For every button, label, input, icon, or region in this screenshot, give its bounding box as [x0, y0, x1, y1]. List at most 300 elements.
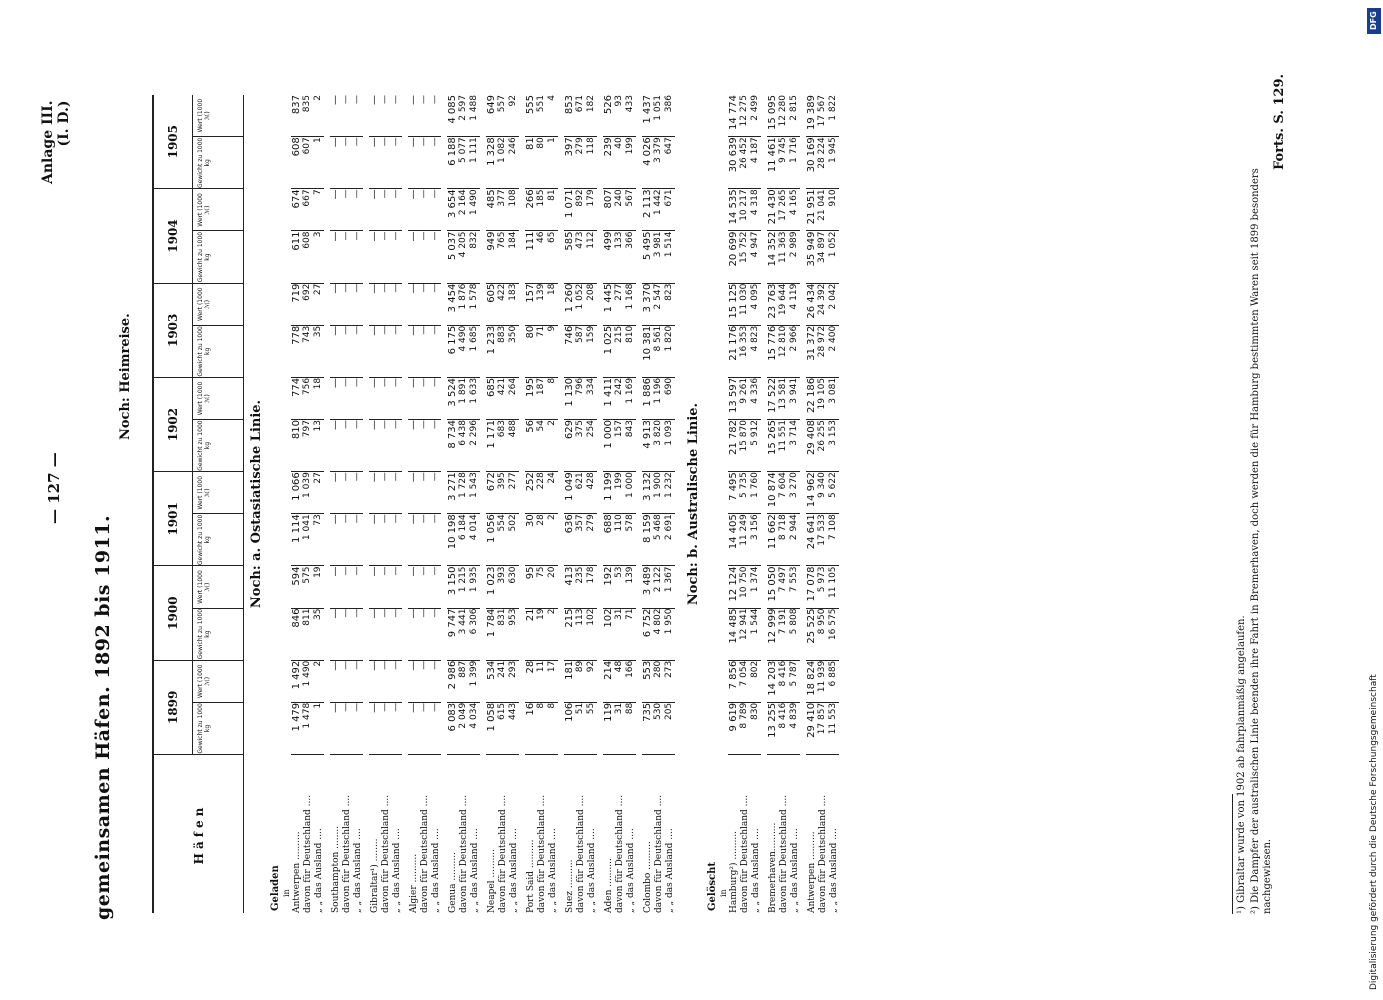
table-cell: 8 789	[739, 702, 750, 754]
table-cell: 95	[525, 566, 536, 608]
table-cell: —	[430, 283, 441, 325]
table-cell: 242	[614, 377, 625, 419]
table-cell: 159	[586, 325, 597, 377]
table-cell: 3 081	[828, 377, 839, 419]
table-cell: 51	[575, 702, 586, 754]
table-cell: 953	[508, 608, 519, 660]
row-label: Colombo ..........	[642, 841, 653, 913]
table-cell: 1 479	[291, 702, 302, 754]
table-cell: 254	[586, 420, 597, 472]
table-cell: 6 306	[469, 608, 480, 660]
table-cell: 1 232	[664, 472, 675, 514]
table-cell: —	[369, 660, 380, 702]
table-cell: —	[380, 660, 391, 702]
section-subtitle: Noch: Heimreise.	[118, 313, 133, 440]
table-cell: 910	[828, 189, 839, 231]
table-cell: 1 876	[458, 283, 469, 325]
page-heading: gemeinsamen Häfen. 1892 bis 1911.	[92, 514, 114, 920]
table-row	[458, 95, 469, 913]
weight-column-header: Gewicht zu 1000 kg	[193, 137, 244, 189]
table-cell: —	[408, 137, 419, 189]
table-row	[430, 95, 441, 913]
table-cell: 1 023	[486, 566, 497, 608]
table-row	[447, 95, 458, 913]
table-cell: —	[430, 660, 441, 702]
table-cell: 621	[575, 472, 586, 514]
table-cell: 199	[625, 137, 636, 189]
table-cell: 17 857	[817, 702, 828, 754]
table-cell: —	[352, 283, 363, 325]
value-column-header: Wert (1000 ℳ)	[193, 472, 244, 514]
row-label: Gibraltar¹) ........	[369, 838, 380, 913]
table-cell: 15 870	[739, 420, 750, 472]
table-cell: 2 113	[642, 189, 653, 231]
table-cell: 71	[625, 608, 636, 660]
table-cell: 671	[575, 95, 586, 137]
row-label: Aden ..........	[603, 858, 614, 913]
table-cell: 4 095	[750, 283, 761, 325]
table-cell: 473	[575, 231, 586, 283]
table-cell: —	[341, 95, 352, 137]
table-cell: 1 130	[564, 377, 575, 419]
table-cell: 13 255	[767, 702, 778, 754]
table-cell: 4 913	[642, 420, 653, 472]
table-cell: 3 941	[789, 377, 800, 419]
table-cell: —	[380, 514, 391, 566]
table-row	[525, 95, 536, 913]
table-cell: 20 699	[728, 231, 739, 283]
table-cell: 843	[625, 420, 636, 472]
table-row	[653, 95, 664, 913]
table-cell: 1 000	[603, 420, 614, 472]
table-cell: 280	[653, 660, 664, 702]
table-cell: 195	[525, 377, 536, 419]
table-cell: 1 728	[458, 472, 469, 514]
table-cell: 2 944	[789, 514, 800, 566]
row-label: „ „ das Ausland ....	[391, 828, 402, 913]
table-cell: 647	[664, 137, 675, 189]
table-cell: 1 049	[564, 472, 575, 514]
table-cell: 557	[497, 95, 508, 137]
table-cell: 2 966	[789, 325, 800, 377]
table-cell: 208	[586, 283, 597, 325]
table-cell: 92	[586, 660, 597, 702]
table-cell: —	[391, 514, 402, 566]
table-cell: 277	[614, 283, 625, 325]
table-cell: 35	[313, 608, 324, 660]
table-cell: —	[341, 231, 352, 283]
table-cell: 28	[525, 660, 536, 702]
table-cell: 1 478	[302, 702, 313, 754]
table-cell: 14 485	[728, 608, 739, 660]
group-sub-label: in	[719, 889, 728, 897]
table-cell: 377	[497, 189, 508, 231]
row-label: davon für Deutschland ....	[739, 794, 750, 913]
table-cell: 6 885	[828, 660, 839, 702]
table-cell: 12 941	[739, 608, 750, 660]
value-column-header: Wert (1000 ℳ)	[193, 377, 244, 419]
table-cell: —	[341, 514, 352, 566]
table-row	[469, 95, 480, 913]
table-cell: —	[419, 472, 430, 514]
table-row	[341, 95, 352, 913]
table-cell: —	[369, 514, 380, 566]
table-cell: —	[408, 189, 419, 231]
table-cell: 1 066	[291, 472, 302, 514]
table-cell: 235	[575, 566, 586, 608]
year-header: 1904	[153, 189, 193, 283]
table-cell: 80	[536, 137, 547, 189]
table-cell: 4 165	[789, 189, 800, 231]
table-cell: —	[341, 566, 352, 608]
table-cell: 8 734	[447, 420, 458, 472]
table-cell: 1 367	[664, 566, 675, 608]
table-cell: 1 445	[603, 283, 614, 325]
table-cell: 11 553	[828, 702, 839, 754]
table-cell: 27	[313, 283, 324, 325]
table-cell: 807	[603, 189, 614, 231]
table-cell: —	[380, 472, 391, 514]
table-cell: 7 497	[778, 566, 789, 608]
table-cell: 102	[586, 608, 597, 660]
table-cell: —	[430, 608, 441, 660]
table-cell: 119	[603, 702, 614, 754]
table-cell: —	[380, 189, 391, 231]
table-cell: 1 000	[625, 472, 636, 514]
section-title-row-cell: Noch: b. Australische Linie.	[685, 402, 701, 606]
table-cell: 1 578	[469, 283, 480, 325]
table-cell: 6 175	[447, 325, 458, 377]
table-cell: —	[352, 137, 363, 189]
row-label: Hamburg²) ..........	[728, 831, 739, 913]
table-cell: 485	[486, 189, 497, 231]
table-cell: —	[352, 231, 363, 283]
table-cell: —	[419, 231, 430, 283]
table-cell: —	[341, 608, 352, 660]
table-cell: —	[352, 702, 363, 754]
table-cell: 23 763	[767, 283, 778, 325]
table-cell: 1 886	[642, 377, 653, 419]
table-cell: 1 514	[664, 231, 675, 283]
value-column-header: Wert (1000 ℳ)	[193, 283, 244, 325]
table-cell: 1 052	[828, 231, 839, 283]
table-cell: —	[341, 137, 352, 189]
dfg-credit: Digitalisierung gefördert durch die Deutsche Forschungsgemeinschaft	[1369, 674, 1379, 990]
table-cell: 578	[625, 514, 636, 566]
table-cell: 3 820	[653, 420, 664, 472]
table-cell: 240	[614, 189, 625, 231]
table-cell: 685	[486, 377, 497, 419]
table-cell: 615	[497, 702, 508, 754]
table-cell: 607	[302, 137, 313, 189]
table-cell: 555	[525, 95, 536, 137]
table-cell: 1 328	[486, 137, 497, 189]
table-cell: 113	[575, 608, 586, 660]
table-cell: 215	[614, 325, 625, 377]
table-cell: 611	[291, 231, 302, 283]
table-cell: —	[430, 514, 441, 566]
table-cell: 15 125	[728, 283, 739, 325]
table-cell: 551	[536, 95, 547, 137]
table-cell: 1 052	[575, 283, 586, 325]
table-cell: 683	[497, 420, 508, 472]
table-cell: —	[341, 283, 352, 325]
table-cell: 8 718	[778, 514, 789, 566]
table-cell: 1 950	[664, 608, 675, 660]
table-cell: 2 400	[828, 325, 839, 377]
year-header: 1902	[153, 377, 193, 471]
table-cell: —	[391, 283, 402, 325]
table-cell: —	[352, 325, 363, 377]
table-cell: 16 575	[828, 608, 839, 660]
table-row	[586, 95, 597, 913]
year-header: 1899	[153, 660, 193, 754]
table-cell: 53	[614, 566, 625, 608]
row-label: „ „ das Ausland ....	[469, 828, 480, 913]
table-cell: 853	[564, 95, 575, 137]
table-cell: 3 370	[642, 283, 653, 325]
table-row	[603, 95, 614, 913]
table-cell: 9 340	[817, 472, 828, 514]
table-cell: 667	[302, 189, 313, 231]
table-cell: —	[408, 660, 419, 702]
table-cell: 3 379	[653, 137, 664, 189]
table-cell: 246	[508, 137, 519, 189]
table-cell: 14 962	[806, 472, 817, 514]
table-cell: 30	[525, 514, 536, 566]
port-header: Häfen	[153, 755, 244, 914]
table-cell: 112	[586, 231, 597, 283]
table-cell: 7 108	[828, 514, 839, 566]
table-cell: 1 544	[750, 608, 761, 660]
group-sub-label: in	[282, 889, 291, 897]
table-cell: 2 989	[789, 231, 800, 283]
table-cell: 3 132	[642, 472, 653, 514]
row-label: Suez ..........	[564, 859, 575, 913]
table-cell: 24	[547, 472, 558, 514]
table-cell: 1 945	[828, 137, 839, 189]
table-cell: 7 553	[789, 566, 800, 608]
group-label-row	[705, 95, 719, 913]
table-cell: 6 752	[642, 608, 653, 660]
table-cell: 422	[497, 283, 508, 325]
table-row	[508, 95, 519, 913]
table-cell: 157	[525, 283, 536, 325]
table-cell: 1 093	[664, 420, 675, 472]
table-cell: 12 124	[728, 566, 739, 608]
table-cell: 672	[486, 472, 497, 514]
table-cell: 831	[497, 608, 508, 660]
weight-column-header: Gewicht zu 1000 kg	[193, 231, 244, 283]
table-cell: 587	[575, 325, 586, 377]
table-cell: —	[341, 189, 352, 231]
table-cell: 89	[575, 660, 586, 702]
table-cell: 71	[536, 325, 547, 377]
table-cell: —	[430, 377, 441, 419]
table-cell: 18 824	[806, 660, 817, 702]
table-cell: 530	[653, 702, 664, 754]
table-cell: 21 041	[817, 189, 828, 231]
table-cell: 674	[291, 189, 302, 231]
table-cell: 810	[291, 420, 302, 472]
table-cell: 9	[547, 325, 558, 377]
table-cell: —	[380, 325, 391, 377]
table-cell: —	[430, 189, 441, 231]
table-cell: 19 389	[806, 95, 817, 137]
table-cell: 102	[603, 608, 614, 660]
table-cell: 5 735	[739, 472, 750, 514]
table-cell: 2 597	[458, 95, 469, 137]
table-cell: 11 105	[828, 566, 839, 608]
table-cell: 24 641	[806, 514, 817, 566]
spacer-row-cell	[839, 95, 845, 913]
table-cell: 252	[525, 472, 536, 514]
table-cell: 48	[614, 660, 625, 702]
table-row	[547, 95, 558, 913]
row-label: davon für Deutschland ....	[419, 794, 430, 913]
table-cell: 182	[586, 95, 597, 137]
table-cell: 166	[625, 660, 636, 702]
table-cell: 1 399	[469, 660, 480, 702]
row-label: „ „ das Ausland ....	[625, 828, 636, 913]
table-cell: 199	[614, 472, 625, 514]
table-cell: 11 939	[817, 660, 828, 702]
table-cell: 12 999	[767, 608, 778, 660]
table-cell: 892	[575, 189, 586, 231]
table-cell: 4 318	[750, 189, 761, 231]
table-cell: 1	[313, 702, 324, 754]
table-cell: 594	[291, 566, 302, 608]
table-cell: 413	[564, 566, 575, 608]
table-cell: —	[430, 566, 441, 608]
table-cell: 7 054	[739, 660, 750, 702]
table-cell: 6 184	[458, 514, 469, 566]
table-cell: —	[408, 377, 419, 419]
table-cell: 14 405	[728, 514, 739, 566]
table-cell: 21 430	[767, 189, 778, 231]
table-cell: —	[419, 566, 430, 608]
table-cell: —	[408, 283, 419, 325]
row-label: „ „ das Ausland ....	[430, 828, 441, 913]
table-cell: 10 198	[447, 514, 458, 566]
section-title-row	[244, 95, 269, 913]
table-cell: 1	[313, 137, 324, 189]
spacer-row	[839, 95, 845, 913]
table-cell: 28 224	[817, 137, 828, 189]
table-cell: 27	[313, 472, 324, 514]
table-cell: 18	[313, 377, 324, 419]
row-label: davon für Deutschland ....	[458, 794, 469, 913]
section-title-row	[681, 95, 705, 913]
table-cell: 690	[664, 377, 675, 419]
table-cell: 778	[291, 325, 302, 377]
table-cell: 837	[291, 95, 302, 137]
table-cell: 719	[291, 283, 302, 325]
table-cell: 4 839	[789, 702, 800, 754]
table-cell: 10 874	[767, 472, 778, 514]
table-cell: 7 604	[778, 472, 789, 514]
table-cell: 21 782	[728, 420, 739, 472]
table-cell: —	[341, 472, 352, 514]
table-cell: 4 187	[750, 137, 761, 189]
table-cell: 31	[614, 608, 625, 660]
table-cell: 2 049	[458, 702, 469, 754]
table-cell: 11 551	[778, 420, 789, 472]
table-cell: 608	[302, 231, 313, 283]
row-label: davon für Deutschland ....	[653, 794, 664, 913]
year-header: 1903	[153, 283, 193, 377]
table-cell: 75	[536, 566, 547, 608]
row-label: Neapel ..........	[486, 848, 497, 913]
table-cell: 553	[642, 660, 653, 702]
table-cell: 20	[547, 566, 558, 608]
table-cell: 830	[750, 702, 761, 754]
table-cell: 14 774	[728, 95, 739, 137]
weight-column-header: Gewicht zu 1000 kg	[193, 702, 244, 754]
table-cell: —	[430, 137, 441, 189]
table-cell: 1 543	[469, 472, 480, 514]
table-cell: —	[380, 566, 391, 608]
table-cell: 832	[469, 231, 480, 283]
table-cell: 811	[302, 608, 313, 660]
table-cell: —	[369, 137, 380, 189]
table-cell: —	[380, 283, 391, 325]
table-cell: —	[341, 702, 352, 754]
table-cell: 2 164	[458, 189, 469, 231]
weight-column-header: Gewicht zu 1000 kg	[193, 420, 244, 472]
table-cell: 8 416	[778, 702, 789, 754]
table-cell: 8 950	[817, 608, 828, 660]
table-row	[419, 95, 430, 913]
table-cell: —	[380, 137, 391, 189]
table-cell: —	[380, 420, 391, 472]
table-cell: 357	[575, 514, 586, 566]
row-label: Antwerpen ..........	[806, 831, 817, 913]
table-cell: 823	[664, 283, 675, 325]
table-cell: 6 188	[447, 137, 458, 189]
table-cell: 433	[625, 95, 636, 137]
page-number: — 127 —	[45, 452, 63, 524]
table-cell: —	[419, 702, 430, 754]
weight-column-header: Gewicht zu 1000 kg	[193, 514, 244, 566]
row-label: davon für Deutschland ....	[575, 794, 586, 913]
table-cell: 9 261	[739, 377, 750, 419]
row-label: davon für Deutschland ....	[817, 794, 828, 913]
table-cell: 428	[586, 472, 597, 514]
table-cell: 81	[547, 189, 558, 231]
table-cell: 883	[497, 325, 508, 377]
table-cell: 4 336	[750, 377, 761, 419]
table-cell: —	[369, 608, 380, 660]
group-sub-row	[282, 95, 291, 913]
table-cell: 375	[575, 420, 586, 472]
row-label: davon für Deutschland ....	[380, 794, 391, 913]
table-cell: 28 972	[817, 325, 828, 377]
table-cell: —	[408, 608, 419, 660]
table-cell: 4 085	[447, 95, 458, 137]
table-cell: —	[391, 137, 402, 189]
table-cell: 1 411	[603, 377, 614, 419]
table-cell: 605	[486, 283, 497, 325]
table-cell: 802	[750, 660, 761, 702]
table-cell: 26 434	[806, 283, 817, 325]
table-cell: 502	[508, 514, 519, 566]
value-column-header: Wert (1000 ℳ)	[193, 95, 244, 137]
table-cell: 3 270	[789, 472, 800, 514]
table-cell: 12 810	[778, 325, 789, 377]
table-cell: —	[330, 514, 341, 566]
table-cell: 8 159	[642, 514, 653, 566]
